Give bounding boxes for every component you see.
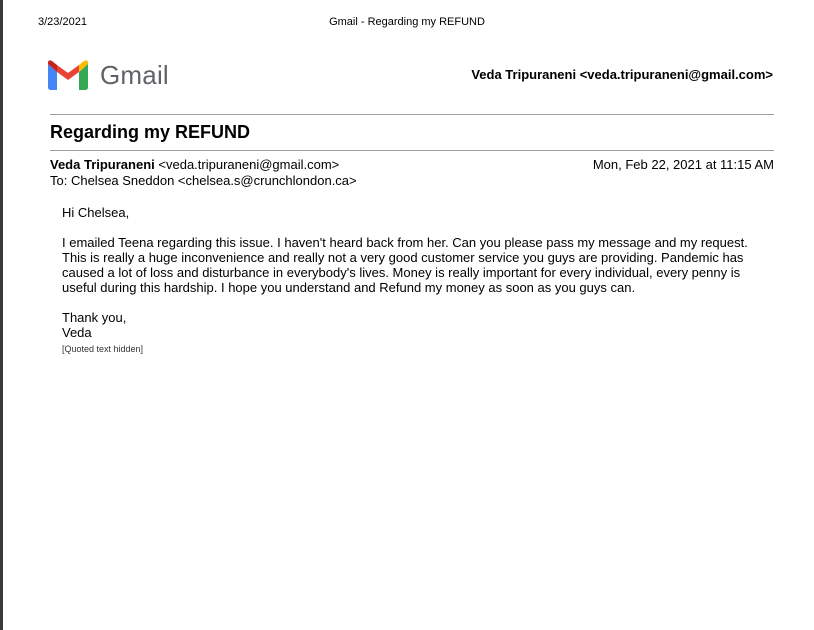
email-subject: Regarding my REFUND xyxy=(50,122,251,142)
body-line: This is really a huge inconvenience and really not a very good customer service you guys are providing. Pandemic has xyxy=(62,250,744,265)
email-signature: Veda xyxy=(62,325,92,340)
gmail-logo-icon xyxy=(48,60,88,90)
sender-name: Veda Tripuraneni xyxy=(50,157,155,172)
body-line: caused a lot of loss and disturbance in everybody's lives. Money is really important for every individual, every penny is xyxy=(62,265,741,280)
email-to-line: To: Chelsea Sneddon <chelsea.s@crunchlondon.ca> xyxy=(50,173,357,188)
print-header xyxy=(0,16,814,32)
divider-top xyxy=(50,114,774,115)
gmail-brand[interactable] xyxy=(48,58,169,92)
email-date: Mon, Feb 22, 2021 at 11:15 AM xyxy=(592,157,774,172)
body-line: I emailed Teena regarding this issue. I haven't heard back from her. Can you please pass my message and my request. xyxy=(62,235,748,250)
email-from-line xyxy=(50,157,774,172)
account-label: Veda Tripuraneni <veda.tripuraneni@gmail.com> xyxy=(471,67,773,82)
print-date: 3/23/2021 xyxy=(38,16,87,28)
email-paragraph xyxy=(62,235,762,295)
body-line: useful during this hardship. I hope you understand and Refund my money as soon as you guys can. xyxy=(62,280,636,295)
email-closing: Thank you, xyxy=(62,310,127,325)
sender-address: <veda.tripuraneni@gmail.com> xyxy=(158,157,340,172)
divider-subject xyxy=(50,150,774,151)
email-body xyxy=(62,205,762,357)
gmail-wordmark: Gmail xyxy=(100,59,169,90)
page-left-border xyxy=(0,0,3,630)
quoted-text-toggle[interactable]: [Quoted text hidden] xyxy=(62,344,144,354)
email-greeting: Hi Chelsea, xyxy=(62,205,130,220)
print-title: Gmail - Regarding my REFUND xyxy=(329,16,485,28)
